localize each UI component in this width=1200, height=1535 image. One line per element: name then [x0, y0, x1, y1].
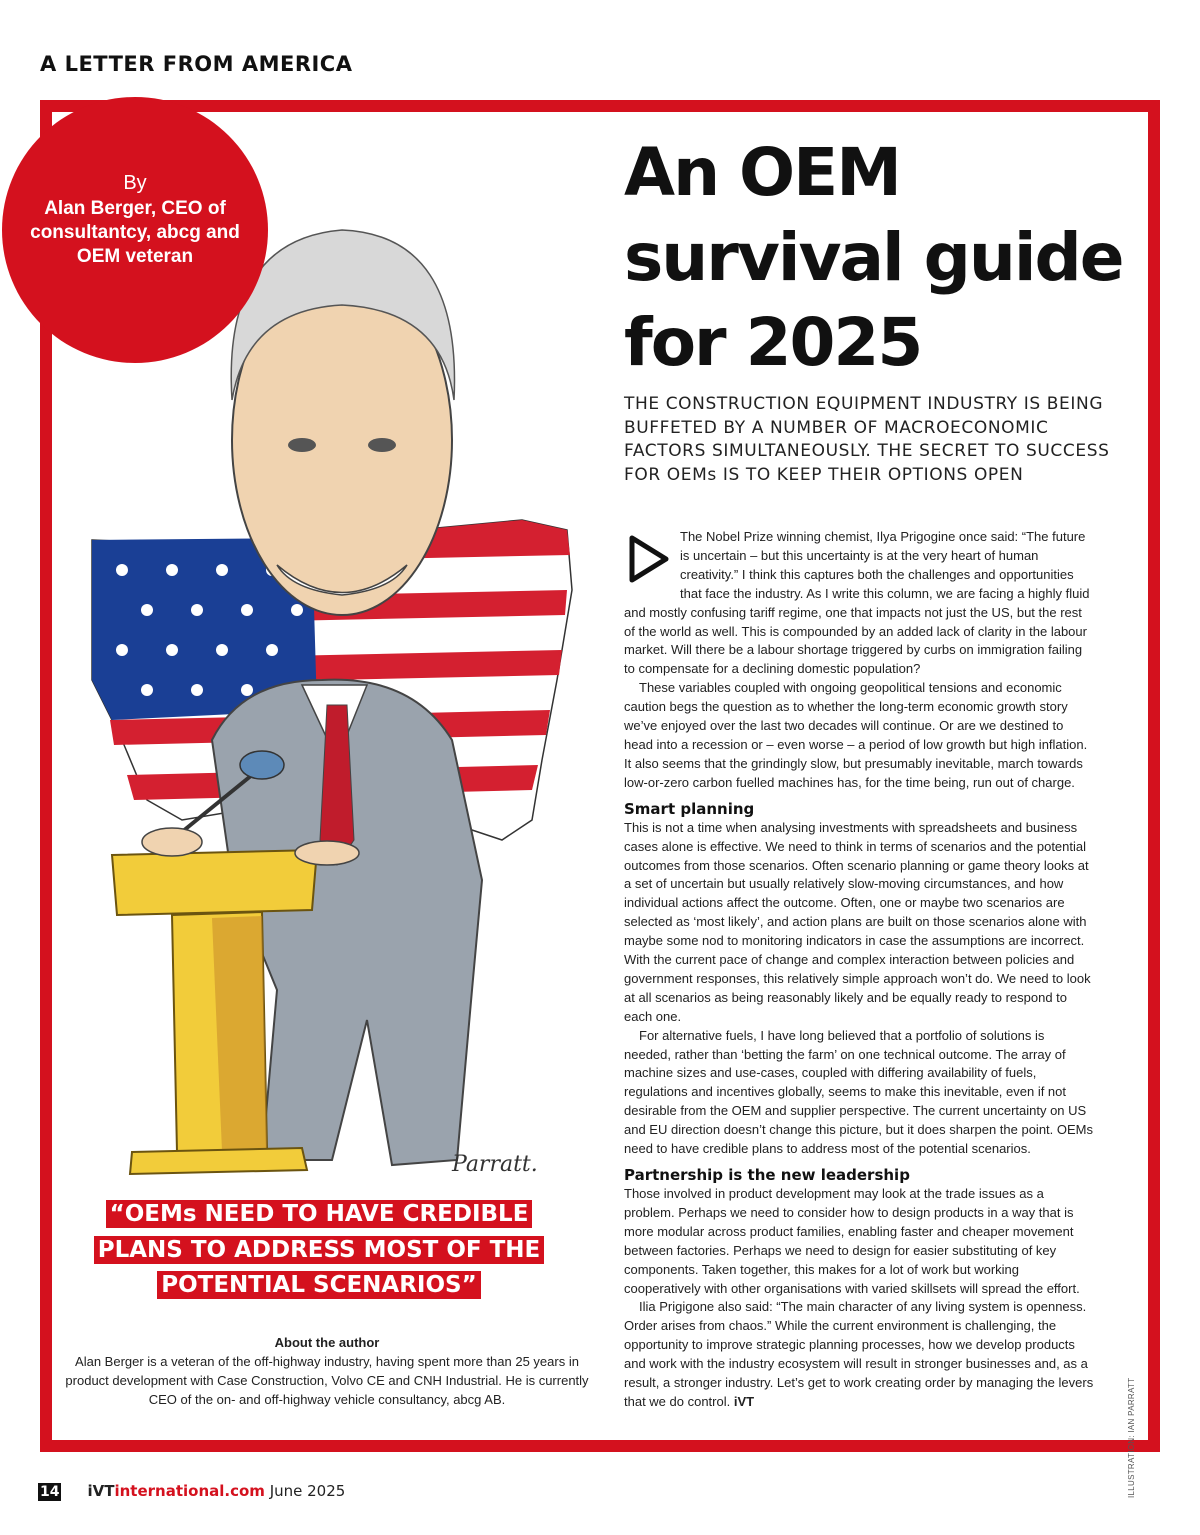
section-label: A LETTER FROM AMERICA — [40, 52, 353, 76]
byline-by: By — [123, 172, 147, 194]
body-paragraph-text: Ilia Prigigone also said: “The main character of any living system is openness. Order arises from chaos.” While the current environment is challenging, the opportunity to improve strategic planning processes, how we develop products and work with the industry ecosystem will result in stronger businesses and, as a result, a stronger industry. Let’s get to work creating order by managing the levers that we do control. — [624, 1299, 1094, 1409]
page-number: 14 — [40, 1484, 60, 1500]
body-paragraph — [624, 1298, 1094, 1411]
byline-author: Alan Berger, CEO of consultantcy, abcg and OEM veteran — [30, 198, 240, 267]
section-heading: Smart planning — [624, 799, 755, 818]
body-paragraph: The Nobel Prize winning chemist, Ilya Prigogine once said: “The future is uncertain – but this uncertainty is at the very heart of human creativity.” I think this captures both the challenges and opportunities that face the industry. As I write this column, we are facing a highly fluid and mostly confusing tariff regime, one that impacts not just the US, but the rest of the world as well. This is compounded by an added lack of clarity in the labour market. Will there be a labour shortage triggered by curbs on immigration failing to compensate for a declining domestic population? — [624, 529, 1090, 677]
section-heading: Partnership is the new leadership — [624, 1166, 910, 1184]
article-headline: An OEM survival guide for 2025 — [624, 134, 1123, 381]
byline-badge — [2, 97, 268, 363]
article-standfirst: THE CONSTRUCTION EQUIPMENT INDUSTRY IS BEING BUFFETED BY A NUMBER OF MACROECONOMIC FACTORS SIMULTANEOUSLY. THE SECRET TO SUCCESS FOR OEMs IS TO KEEP THEIR OPTIONS OPEN — [624, 394, 1110, 485]
illustrator-signature: Parratt. — [452, 1152, 538, 1177]
footer-logo: iVT — [87, 1482, 115, 1500]
body-paragraph: These variables coupled with ongoing geopolitical tensions and economic caution begs the question as to whether the long-term economic growth story we’ve enjoyed over the last two decades will continue. Or are we destined to head into a recession or – even worse – a period of low growth but high inflation. It also seems that the grindingly slow, but presumably inevitable, march towards low-or-zero carbon fuelled machines has, for the time being, run out of charge. — [624, 680, 1088, 790]
body-paragraph: Those involved in product development may look at the trade issues as a problem. Perhaps we need to consider how to design products in a way that is more modular across product families, enabling faster and cheaper movement between factories. Perhaps we need to design for easier substituting of key components. Taken together, this makes for a lot of work but working cooperatively with other organisations with varied skillsets will spread the effort. — [624, 1186, 1080, 1296]
illustration-credit — [1127, 1318, 1141, 1498]
footer-issue: June 2025 — [269, 1482, 346, 1500]
illustration-credit-text: ILLUSTRATION: IAN PARRATT — [1127, 1377, 1136, 1498]
article-body — [624, 528, 1094, 1412]
about-title: About the author — [274, 1335, 380, 1350]
pull-quote — [88, 1197, 550, 1304]
about-text: Alan Berger is a veteran of the off-highway industry, having spent more than 25 years in product development with Case Construction, Volvo CE and CNH Industrial. He is currently CEO of the on- and off-highway vehicle consultancy, abcg AB. — [65, 1354, 589, 1407]
play-icon — [624, 532, 672, 586]
about-the-author — [62, 1333, 592, 1409]
pull-quote-text: “OEMs NEED TO HAVE CREDIBLE PLANS TO ADDRESS MOST OF THE POTENTIAL SCENARIOS” — [94, 1200, 545, 1299]
body-paragraph: For alternative fuels, I have long believed that a portfolio of solutions is needed, rather than ‘betting the farm’ on one technical outcome. The array of machine sizes and use-cases, coupled with differing availability of fuels, regulations and incentives globally, seems to make this inevitable, even if not desirable from the OEM and supplier perspective. The current uncertainty on US and EU direction doesn’t change this picture, but it does sharpen the point. OEMs need to have credible plans to address most of the potential scenarios. — [624, 1027, 1093, 1157]
footer-site: international.com — [114, 1482, 265, 1500]
body-paragraph: This is not a time when analysing investments with spreadsheets and business cases alone is effective. We need to think in terms of scenarios and the potential outcomes from those scenarios. Often scenario planning or game theory looks at a set of uncertain but usually relatively slow-moving circumstances, and how individual actions affect the outcome. Often, one or maybe two scenarios are selected as ‘most likely’, and action plans are built on those scenarios alone with maybe some nod to monitoring indicators in case the assumptions are incorrect. With the current pace of change and complex interaction between policies and government responses, this relatively simple approach won’t do. We need to look at all scenarios as being reasonably likely and be equally ready to respond to each one. — [624, 819, 1091, 1024]
page-footer — [38, 1482, 345, 1506]
end-mark: iVT — [733, 1393, 755, 1409]
